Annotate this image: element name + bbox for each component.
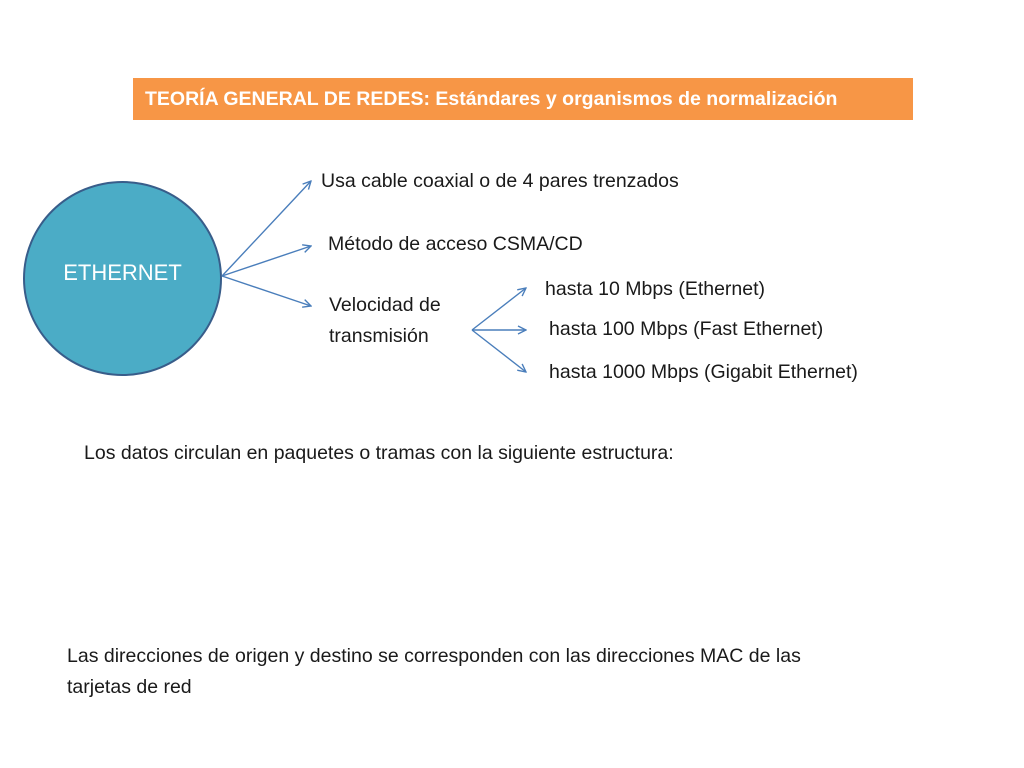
arrow-to-velocidad bbox=[222, 276, 311, 306]
arrow-to-cable bbox=[222, 181, 311, 276]
mac-description-line2: tarjetas de red bbox=[67, 676, 192, 698]
branch-csma: Método de acceso CSMA/CD bbox=[328, 233, 583, 255]
velocidad-label-line1: Velocidad de bbox=[329, 294, 441, 316]
frames-description: Los datos circulan en paquetes o tramas con la siguiente estructura: bbox=[84, 442, 674, 464]
speed-1000mbps: hasta 1000 Mbps (Gigabit Ethernet) bbox=[549, 361, 858, 383]
mac-description-line1: Las direcciones de origen y destino se corresponden con las direcciones MAC de las bbox=[67, 645, 801, 667]
speed-10mbps: hasta 10 Mbps (Ethernet) bbox=[545, 278, 766, 300]
velocidad-label-line2: transmisión bbox=[329, 325, 429, 347]
arrow-to-1000mbps bbox=[472, 330, 526, 372]
speed-100mbps: hasta 100 Mbps (Fast Ethernet) bbox=[549, 318, 824, 340]
branch-cable: Usa cable coaxial o de 4 pares trenzados bbox=[321, 170, 679, 192]
arrow-to-10mbps bbox=[472, 288, 526, 330]
ethernet-label: ETHERNET bbox=[63, 259, 182, 285]
title-banner: TEORÍA GENERAL DE REDES: Estándares y organismos de normalización bbox=[133, 78, 913, 120]
